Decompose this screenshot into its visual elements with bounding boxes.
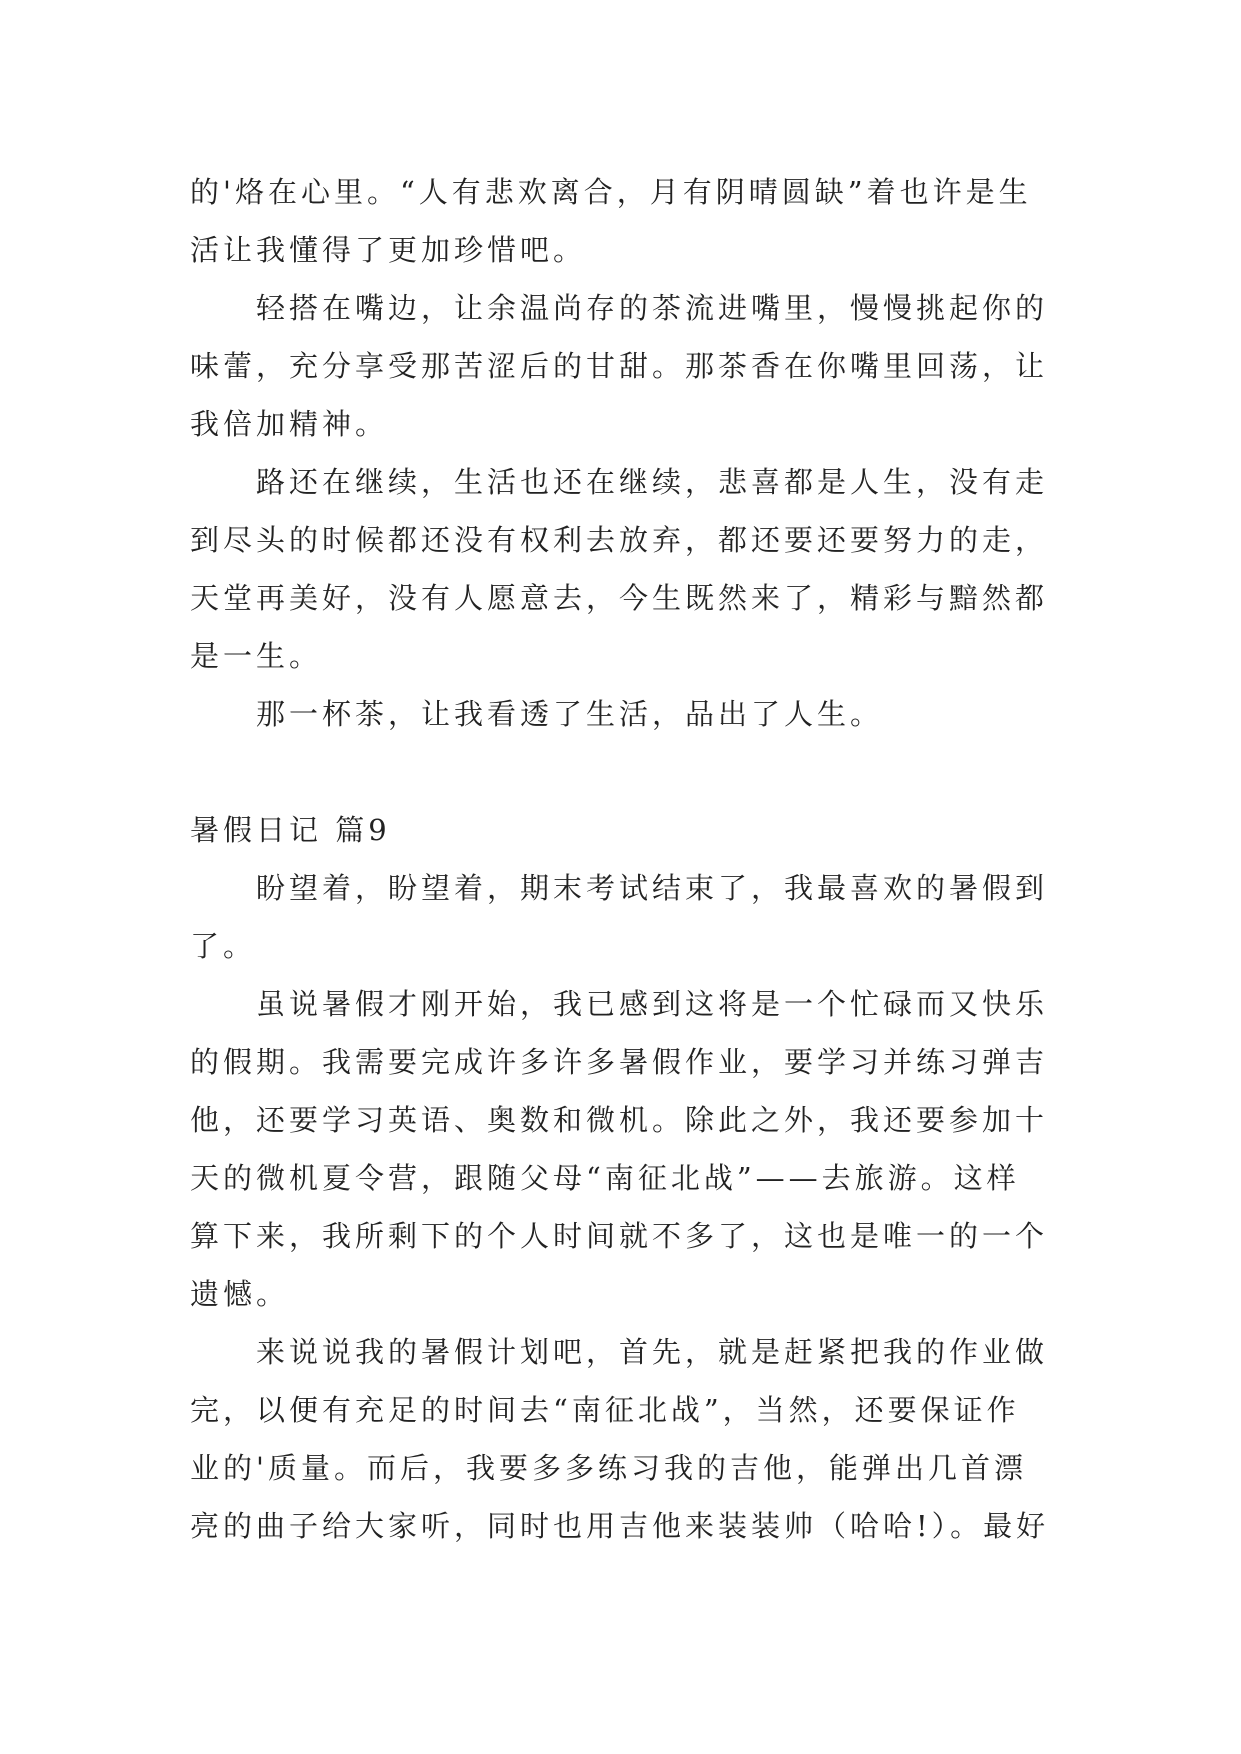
- section-spacer: [190, 743, 1050, 801]
- text-line: 轻搭在嘴边，让余温尚存的茶流进嘴里，慢慢挑起你的: [190, 291, 1049, 325]
- text-line: 那一杯茶，让我看透了生活，品出了人生。: [190, 697, 884, 731]
- document-page: [190, 163, 1050, 1555]
- text-line: 的假期。我需要完成许多许多暑假作业，要学习并练习弹吉: [190, 1045, 1049, 1079]
- text-line: 天的微机夏令营，跟随父母“南征北战”——去旅游。这样: [190, 1161, 1020, 1195]
- text-line: 算下来，我所剩下的个人时间就不多了，这也是唯一的一个: [190, 1219, 1049, 1253]
- text-line: 盼望着，盼望着，期末考试结束了，我最喜欢的暑假到: [190, 871, 1049, 905]
- text-line: 他，还要学习英语、奥数和微机。除此之外，我还要参加十: [190, 1103, 1049, 1137]
- text-line: 味蕾，充分享受那苦涩后的甘甜。那茶香在你嘴里回荡，让: [190, 349, 1049, 383]
- text-line: 天堂再美好，没有人愿意去，今生既然来了，精彩与黯然都: [190, 581, 1049, 615]
- text-line: 亮的曲子给大家听，同时也用吉他来装装帅（哈哈!）。最好: [190, 1509, 1050, 1543]
- text-line: 路还在继续，生活也还在继续，悲喜都是人生，没有走: [190, 465, 1049, 499]
- text-line: 是一生。: [190, 639, 323, 673]
- text-line: 遗憾。: [190, 1277, 290, 1311]
- text-line: 业的'质量。而后，我要多多练习我的吉他，能弹出几首漂: [190, 1451, 1027, 1485]
- text-line: 了。: [190, 929, 257, 963]
- section-heading: 暑假日记 篇9: [190, 813, 391, 847]
- text-line: 虽说暑假才刚开始，我已感到这将是一个忙碌而又快乐: [190, 987, 1049, 1021]
- text-line: 来说说我的暑假计划吧，首先，就是赶紧把我的作业做: [190, 1335, 1049, 1369]
- text-line: 我倍加精神。: [190, 407, 389, 441]
- text-line: 的'烙在心里。“人有悲欢离合，月有阴晴圆缺”着也许是生: [190, 175, 1032, 209]
- text-line: 到尽头的时候都还没有权利去放弃，都还要还要努力的走，: [190, 523, 1049, 557]
- text-line: 完，以便有充足的时间去“南征北战”，当然，还要保证作: [190, 1393, 1020, 1427]
- text-line: 活让我懂得了更加珍惜吧。: [190, 233, 587, 267]
